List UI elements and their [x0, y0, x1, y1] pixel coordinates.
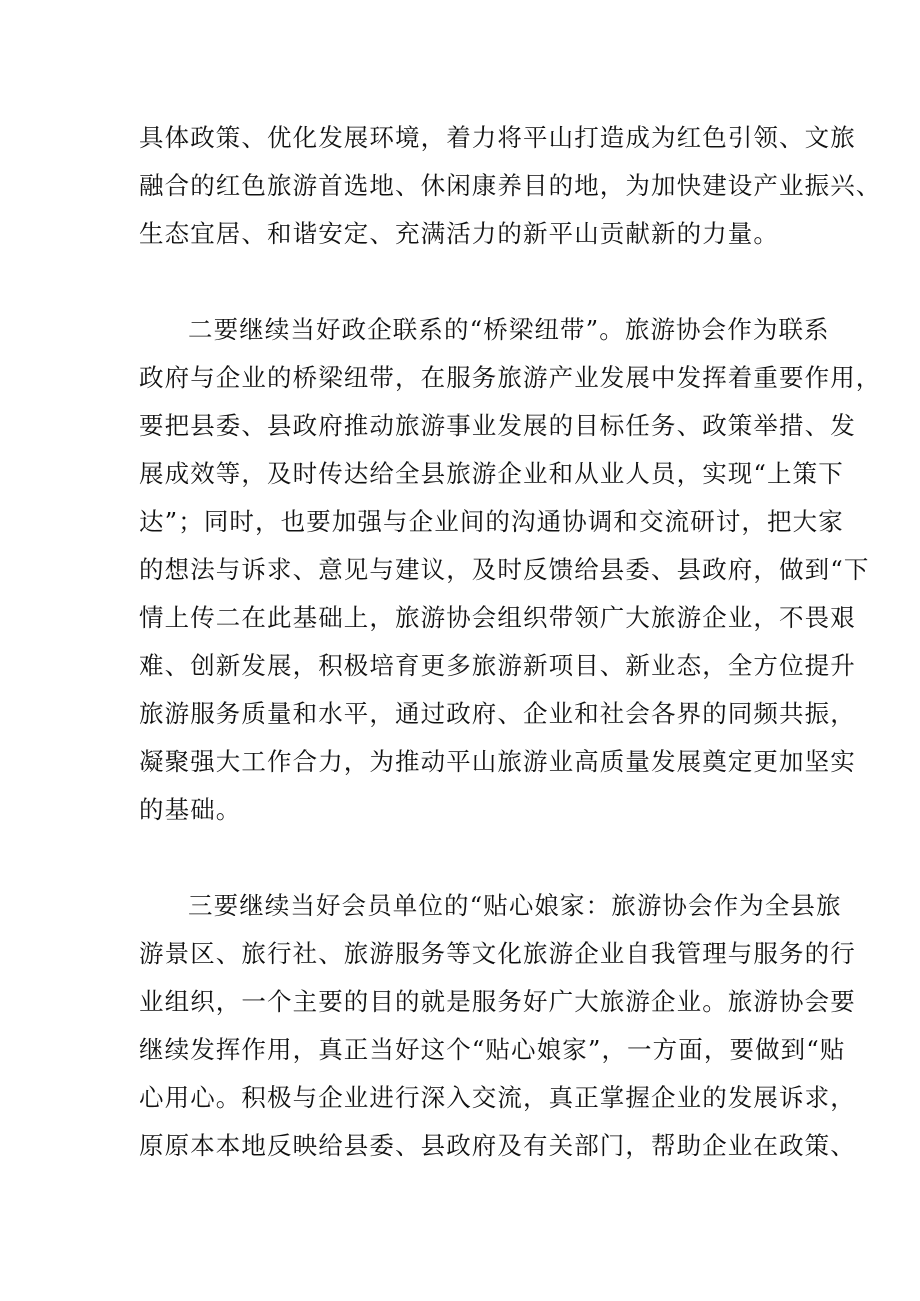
paragraph-line: 达”；同时，也要加强与企业间的沟通协调和交流研讨，把大家 [139, 507, 844, 536]
paragraph-line: 业组织，一个主要的目的就是服务好广大旅游企业。旅游协会要 [139, 987, 856, 1016]
paragraph-line: 二要继续当好政企联系的“桥梁纽带”。旅游协会作为联系 [188, 315, 830, 344]
paragraph-line: 难、创新发展，积极培育更多旅游新项目、新业态，全方位提升 [139, 651, 856, 680]
paragraph-line: 展成效等，及时传达给全县旅游企业和从业人员，实现“上策下 [139, 459, 844, 488]
paragraph-line: 旅游服务质量和水平，通过政府、企业和社会各界的同频共振， [139, 699, 856, 728]
paragraph-line: 游景区、旅行社、旅游服务等文化旅游企业自我管理与服务的行 [139, 939, 856, 968]
paragraph-line: 生态宜居、和谐安定、充满活力的新平山贡献新的力量。 [139, 219, 779, 248]
paragraph-line: 原原本本地反映给县委、县政府及有关部门，帮助企业在政策、 [139, 1131, 856, 1160]
paragraph-line: 要把县委、县政府推动旅游事业发展的目标任务、政策举措、发 [139, 411, 856, 440]
paragraph-line: 三要继续当好会员单位的“贴心娘家：旅游协会作为全县旅 [188, 891, 842, 920]
paragraph-line: 融合的红色旅游首选地、休闲康养目的地，为加快建设产业振兴、 [139, 171, 882, 200]
paragraph-line: 心用心。积极与企业进行深入交流，真正掌握企业的发展诉求， [139, 1083, 856, 1112]
paragraph-line: 具体政策、优化发展环境，着力将平山打造成为红色引领、文旅 [139, 123, 856, 152]
paragraph-line: 凝聚强大工作合力，为推动平山旅游业高质量发展奠定更加坚实 [139, 747, 856, 776]
paragraph-line: 继续发挥作用，真正当好这个“贴心娘家”，一方面，要做到“贴 [139, 1035, 846, 1064]
paragraph-line: 情上传二在此基础上，旅游协会组织带领广大旅游企业，不畏艰 [139, 603, 856, 632]
paragraph-line: 的想法与诉求、意见与建议，及时反馈给县委、县政府，做到“下 [139, 555, 870, 584]
paragraph-line: 政府与企业的桥梁纽带，在服务旅游产业发展中发挥着重要作用， [139, 363, 882, 392]
paragraph-line: 的基础。 [139, 795, 242, 824]
